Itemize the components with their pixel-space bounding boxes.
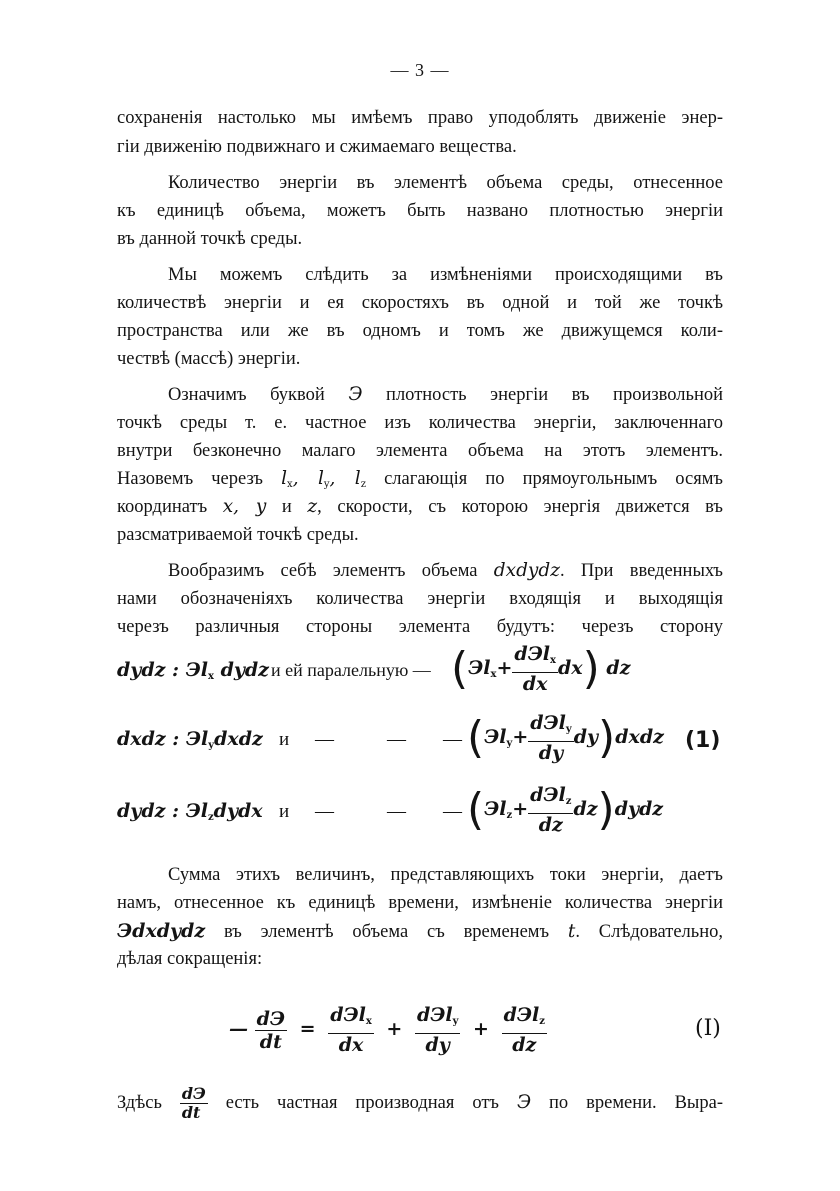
- text-line: Назовемъ черезъ $l_x$, $l_y$, $l_z$ слагающія по прямоугольнымъ осямъ: [117, 468, 723, 490]
- text-line: пространства или же въ одномъ и томъ же движущемся коли-: [117, 321, 723, 341]
- text-line: Количество энергіи въ элементѣ объема среды, отнесенное: [168, 173, 723, 193]
- equation-row-1: dydz : $Эl_x$ dydz и ей паралельную — ($Эl_x+$ $\frac{dЭl_x}{dx}$ dx) dz: [117, 643, 631, 695]
- text-line: къ единицѣ объема, можетъ быть названо плотностью энергіи: [117, 201, 723, 221]
- equation-label-1: (1): [685, 728, 721, 753]
- text-line: Здѣсь $\frac{dЭ}{dt}$ есть частная производная отъ Э по времени. Выра-: [117, 1084, 723, 1122]
- text-line: Эdxdydz въ элементѣ объема съ временемъ t. Слѣдовательно,: [117, 920, 723, 942]
- text-line: Мы можемъ слѣдить за измѣненіями происходящими въ: [168, 265, 723, 285]
- text-line: разсматриваемой точкѣ среды.: [117, 525, 359, 545]
- text-line: количествѣ энергіи и ея скоростяхъ въ одной и той же точкѣ: [117, 293, 723, 313]
- text-line: Сумма этихъ величинъ, представляющихъ токи энергіи, даетъ: [168, 865, 723, 885]
- equation-label-I: (I): [695, 1016, 721, 1041]
- text-line: Вообразимъ себѣ элементъ объема dxdydz. При введенныхъ: [168, 560, 723, 581]
- text-line: дѣлая сокращенія:: [117, 949, 263, 969]
- page-number: — 3 —: [390, 60, 450, 80]
- text-line: черезъ различныя стороны элемента будутъ: черезъ сторону: [117, 617, 723, 637]
- equation-I: — $\frac{dЭ}{dt}$ = $\frac{dЭl_x}{dx}$ + $\frac{dЭl_y}{dy}$ + $\frac{dЭl_z}{dz}$ (I): [229, 1004, 721, 1056]
- text-line: сохраненія настолько мы имѣемъ право уподоблять движеніе энер-: [117, 108, 723, 128]
- text-line: въ данной точкѣ среды.: [117, 229, 303, 249]
- equation-row-2: dxdz : $Эl_ydxdz$ и — — — ($Эl_y+$ $\frac{dЭl_y}{dy}$ dy)dxdz (1): [117, 712, 721, 764]
- text-line: чествѣ (массѣ) энергіи.: [117, 349, 301, 369]
- text-line: точкѣ среды т. е. частное изъ количества энергіи, заключеннаго: [117, 413, 723, 433]
- text-line: нами обозначеніяхъ количества энергіи входящія и выходящія: [117, 589, 723, 609]
- text-line: гіи движенію подвижнаго и сжимаемаго вещества.: [117, 137, 517, 157]
- text-line: внутри безконечно малаго элемента объема на этотъ элементъ.: [117, 441, 723, 461]
- text-line: намъ, отнесенное къ единицѣ времени, измѣненіе количества энергіи: [117, 893, 723, 913]
- equation-row-3: dydz : $Эl_zdydx$ и — — — ($Эl_z+$ $\frac{dЭl_z}{dz}$ dz)dydz: [117, 784, 664, 836]
- text-line: Означимъ буквой Э плотность энергіи въ произвольной: [168, 384, 723, 405]
- text-line: координатъ x, y и z, скорости, съ которою энергія движется въ: [117, 496, 723, 517]
- symbol-E: Э: [348, 384, 363, 405]
